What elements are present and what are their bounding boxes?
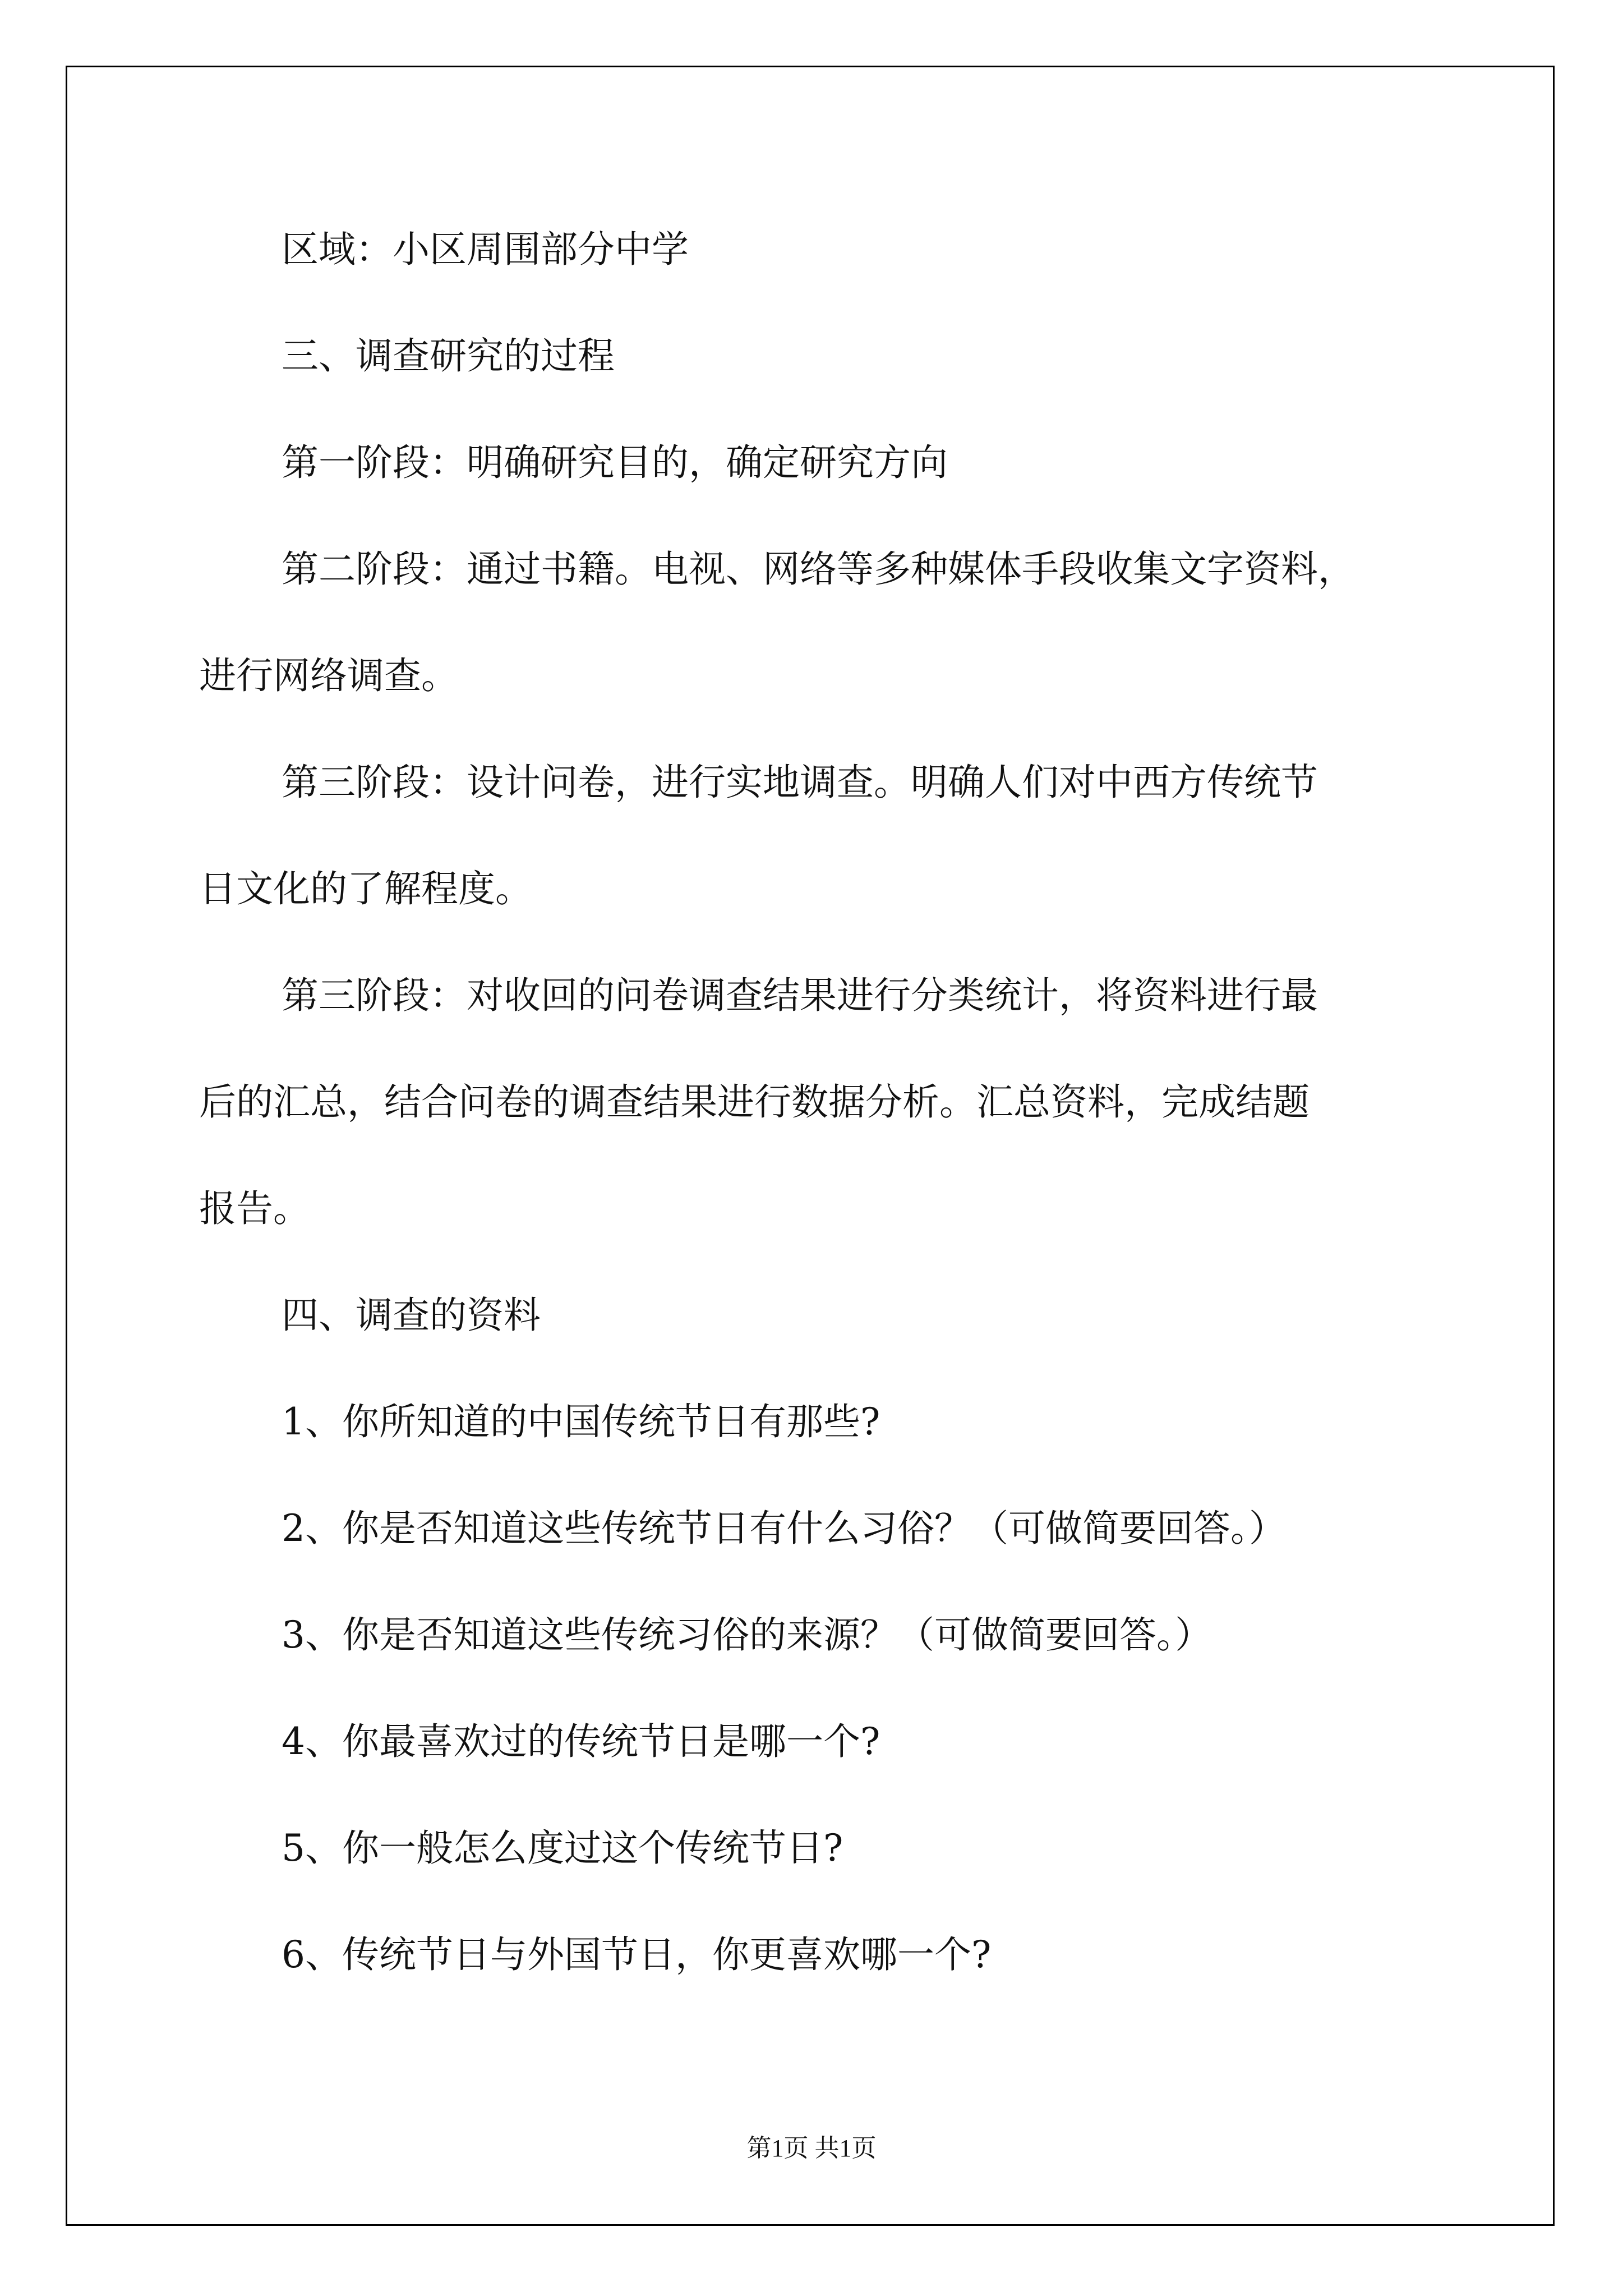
question-5: 5、你一般怎么度过这个传统节日? bbox=[282, 1826, 843, 1870]
text-line-stage-2-cont: 进行网络调查。 bbox=[199, 654, 458, 697]
heading-section-3: 三、调查研究的过程 bbox=[282, 334, 615, 378]
heading-section-4: 四、调查的资料 bbox=[282, 1294, 541, 1337]
question-1: 1、你所知道的中国传统节日有那些? bbox=[282, 1400, 880, 1443]
text-line-stage-3b-end: 报告。 bbox=[199, 1187, 310, 1230]
question-3: 3、你是否知道这些传统习俗的来源？（可做简要回答。） bbox=[282, 1613, 1212, 1657]
text-line-region: 区域：小区周围部分中学 bbox=[282, 228, 689, 271]
text-line-stage-2: 第二阶段：通过书籍。电视、网络等多种媒体手段收集文字资料， bbox=[282, 547, 1355, 591]
text-line-stage-3a-cont: 日文化的了解程度。 bbox=[199, 867, 532, 910]
text-line-stage-3b-cont: 后的汇总，结合问卷的调查结果进行数据分析。汇总资料，完成结题 bbox=[199, 1080, 1310, 1124]
page-number-footer: 第1页 共1页 bbox=[746, 2134, 877, 2162]
page-border bbox=[66, 66, 1555, 2226]
question-2: 2、你是否知道这些传统节日有什么习俗？（可做简要回答。） bbox=[282, 1507, 1286, 1550]
text-line-stage-3a: 第三阶段：设计问卷，进行实地调查。明确人们对中西方传统节 bbox=[282, 761, 1318, 804]
text-line-stage-1: 第一阶段：明确研究目的，确定研究方向 bbox=[282, 441, 948, 484]
question-6: 6、传统节日与外国节日，你更喜欢哪一个? bbox=[282, 1933, 992, 1976]
question-4: 4、你最喜欢过的传统节日是哪一个? bbox=[282, 1720, 880, 1763]
text-line-stage-3b: 第三阶段：对收回的问卷调查结果进行分类统计，将资料进行最 bbox=[282, 974, 1318, 1017]
